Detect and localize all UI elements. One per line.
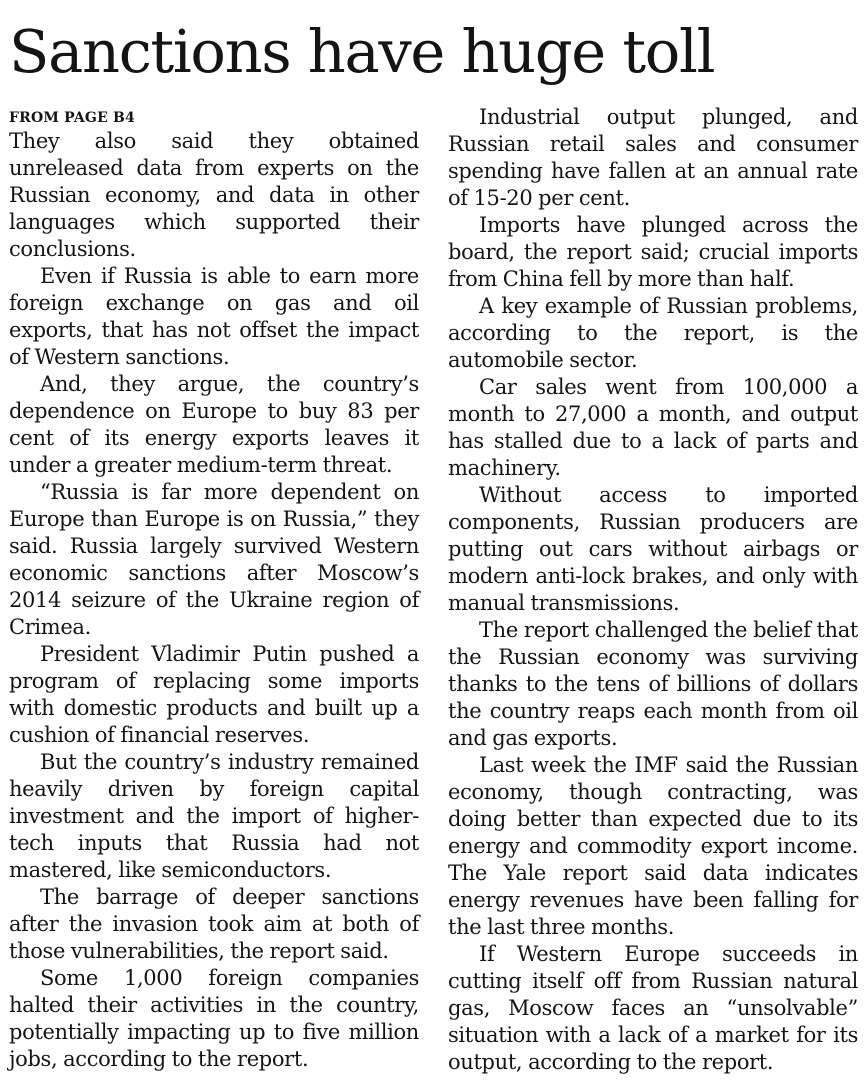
- headline: Sanctions have huge toll: [9, 17, 715, 86]
- paragraph: The report challenged the belief that the Russian economy was surviving thanks to the tens of billions of dollars the country reaps each month from oil and gas exports.: [448, 618, 858, 750]
- paragraph: But the country’s industry remained heavily driven by foreign capital investment and the import of higher-tech inputs that Russia had not mastered, like semiconductors.: [9, 750, 419, 882]
- paragraph: Industrial output plunged, and Russian retail sales and consumer spending have fallen at an annual rate of 15-20 per cent.: [448, 105, 858, 210]
- paragraph: Imports have plunged across the board, the report said; crucial imports from China fell by more than half.: [448, 213, 858, 291]
- paragraph: The barrage of deeper sanctions after the invasion took aim at both of those vulnerabilities, the report said.: [9, 885, 419, 963]
- right-column: [448, 104, 858, 1076]
- paragraph: Some 1,000 foreign companies halted their activities in the country, potentially impacting up to five million jobs, according to the report.: [9, 966, 419, 1071]
- paragraph: They also said they obtained unreleased data from experts on the Russian economy, and data in other languages which supported their conclusions.: [9, 129, 419, 261]
- left-column: [9, 128, 419, 1073]
- dateline: FROM PAGE B4: [9, 110, 135, 126]
- paragraph: Without access to imported components, Russian producers are putting out cars without airbags or modern anti-lock brakes, and only with manual transmissions.: [448, 483, 858, 615]
- paragraph: If Western Europe succeeds in cutting itself off from Russian natural gas, Moscow faces an “unsolvable” situation with a lack of a market for its output, according to the report.: [448, 942, 858, 1074]
- paragraph: Even if Russia is able to earn more foreign exchange on gas and oil exports, that has not offset the impact of Western sanctions.: [9, 264, 419, 369]
- paragraph: Last week the IMF said the Russian economy, though contracting, was doing better than expected due to its energy and commodity export income. The Yale report said data indicates energy revenues have been falling for the last three months.: [448, 753, 858, 939]
- paragraph: Car sales went from 100,000 a month to 27,000 a month, and output has stalled due to a lack of parts and machinery.: [448, 375, 858, 480]
- paragraph: “Russia is far more dependent on Europe than Europe is on Russia,” they said. Russia largely survived Western economic sanctions after Moscow’s 2014 seizure of the Ukraine region of Crimea.: [9, 480, 419, 639]
- paragraph: A key example of Russian problems, according to the report, is the automobile sector.: [448, 294, 858, 372]
- paragraph: And, they argue, the country’s dependence on Europe to buy 83 per cent of its energy exports leaves it under a greater medium-term threat.: [9, 372, 419, 477]
- paragraph: President Vladimir Putin pushed a program of replacing some imports with domestic products and built up a cushion of financial reserves.: [9, 642, 419, 747]
